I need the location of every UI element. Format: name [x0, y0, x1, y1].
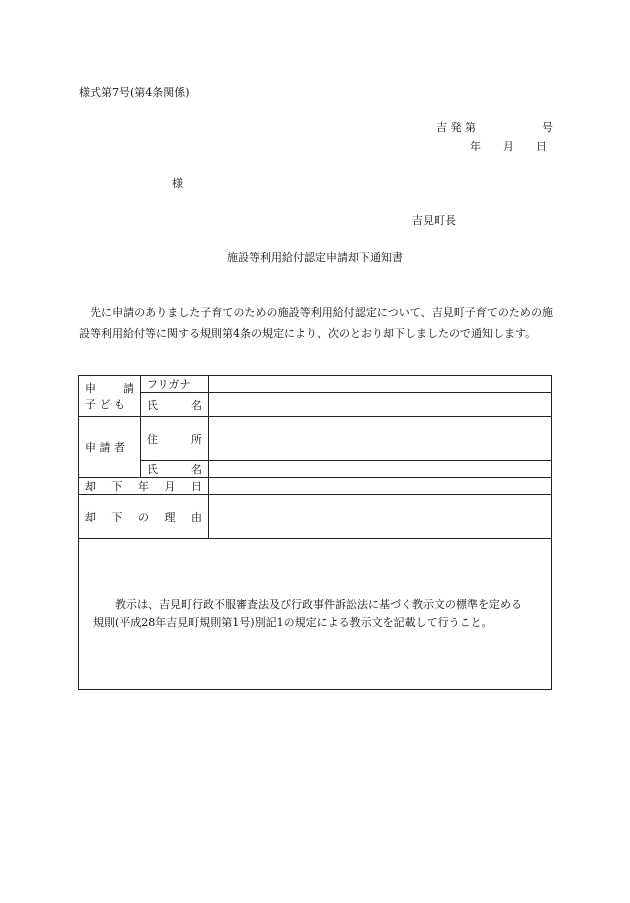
child-label-char: 申: [85, 382, 96, 395]
row-notice: [79, 539, 552, 690]
row-rejection-reason: [79, 495, 552, 539]
row-child-name: [79, 393, 552, 417]
label-char: 氏: [147, 463, 158, 476]
child-group-label: [79, 376, 141, 417]
label-char: 名: [191, 398, 202, 412]
notice-line-1: 教示は、吉見町行政不服審査法及び行政事件訴訟法に基づく教示文の標準を定める: [115, 598, 522, 611]
row-applicant-address: [79, 417, 552, 461]
rejection-reason-field[interactable]: [209, 495, 552, 539]
date-month: 月: [503, 140, 514, 153]
address-label: [141, 417, 209, 461]
label-char: の: [138, 510, 149, 524]
form-table: [78, 375, 552, 690]
label-char: 月: [164, 480, 176, 493]
child-name-field[interactable]: [209, 393, 552, 417]
notice-line-2: 規則(平成28年吉見町規則第1号)別記1の規定による教示文を記載して行うこと。: [93, 616, 493, 629]
label-char: 由: [191, 510, 202, 524]
document-title: 施設等利用給付認定申請却下通知書: [227, 251, 403, 264]
label-char: 下: [111, 480, 123, 493]
reference-prefix: 吉 発 第: [436, 121, 476, 134]
child-name-label: [141, 393, 209, 417]
row-child-furigana: [79, 376, 552, 393]
label-char: 名: [191, 463, 202, 476]
issuer: 吉見町長: [412, 214, 456, 227]
applicant-name-label: [141, 461, 209, 478]
label-char: 理: [164, 510, 176, 524]
child-furigana-field[interactable]: [209, 376, 552, 393]
body-paragraph: 先に申請のありました子育てのための施設等利用給付認定について、吉見町子育てのための施設等利用給付等に関する規則第4条の規定により、次のとおり却下しましたので通知します。: [79, 306, 553, 340]
furigana-label: フリガナ: [141, 376, 209, 393]
label-char: 所: [191, 432, 202, 446]
rejection-date-field[interactable]: [209, 478, 552, 495]
child-label-char: 請: [123, 382, 134, 395]
label-char: 住: [147, 432, 158, 446]
label-char: 却: [85, 510, 96, 524]
rejection-date-label: [79, 478, 209, 495]
label-char: 氏: [147, 398, 158, 412]
reference-suffix: 号: [542, 121, 553, 134]
applicant-group-label: 申 請 者: [79, 417, 141, 478]
reference-number-line: [436, 119, 553, 135]
notice-text: [85, 596, 545, 632]
addressee-suffix: 様: [172, 177, 183, 190]
label-char: 日: [191, 480, 202, 493]
row-rejection-date: [79, 478, 552, 495]
applicant-name-field[interactable]: [209, 461, 552, 478]
label-char: 却: [85, 480, 96, 493]
label-char: 下: [111, 510, 123, 524]
row-applicant-name: [79, 461, 552, 478]
child-label-line2: 子 ど も: [85, 398, 125, 411]
date-day: 日: [536, 140, 547, 153]
date-line: [470, 138, 547, 154]
date-year: 年: [470, 140, 481, 153]
notice-cell: [79, 539, 552, 690]
form-number: 様式第7号(第4条関係): [79, 86, 190, 99]
label-char: 年: [138, 480, 149, 493]
rejection-reason-label: [79, 495, 209, 539]
applicant-address-field[interactable]: [209, 417, 552, 461]
